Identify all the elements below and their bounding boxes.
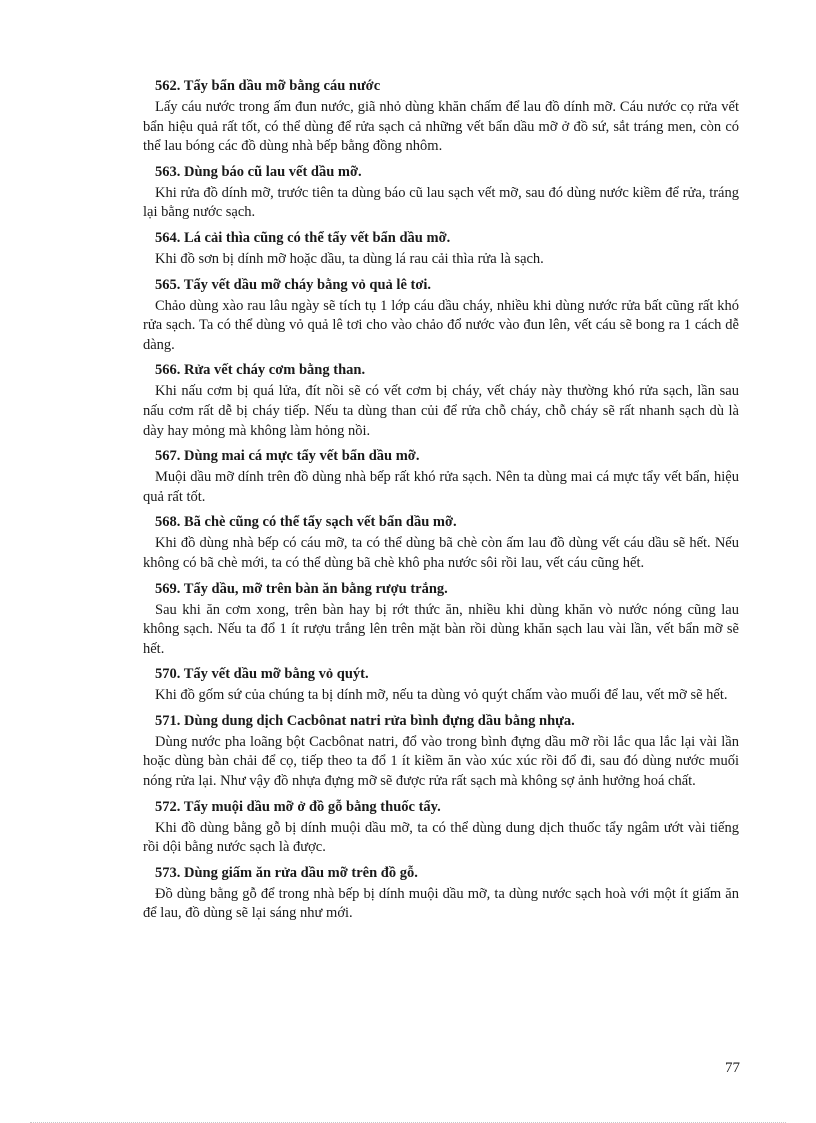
- tip-body: Khi đồ gốm sứ của chúng ta bị dính mỡ, nếu ta dùng vỏ quýt chấm vào muối để lau, vết mỡ sẽ hết.: [155, 687, 728, 704]
- tip-heading: [143, 275, 739, 295]
- tip-body: Chảo dùng xào rau lâu ngày sẽ tích tụ 1 lớp cáu dầu cháy, nhiều khi dùng nước rửa bất cũng rất khó rửa sạch. Ta có thể dùng vỏ quả lê tơi cho vào chảo đổ nước vào đun lên, vết cáu sẽ bong ra 1 cách dễ dàng.: [143, 297, 739, 353]
- tip-body: Đồ dùng bằng gỗ để trong nhà bếp bị dính muội dầu mỡ, ta dùng nước sạch hoà với một ít giấm ăn để lau, đồ dùng sẽ lại sáng như mới.: [143, 885, 739, 922]
- tip-title: Tẩy vết dầu mỡ bằng vỏ quýt.: [183, 666, 369, 683]
- tip-body: Khi rửa đồ dính mỡ, trước tiên ta dùng báo cũ lau sạch vết mỡ, sau đó dùng nước kiềm để rửa, tráng lại bằng nước sạch.: [143, 184, 739, 221]
- tip-body: Dùng nước pha loãng bột Cacbônat natri, đổ vào trong bình đựng dầu mỡ rồi lắc qua lắc lại vài lần hoặc dùng bàn chải để cọ, tiếp theo ta đổ 1 ít kiềm ăn vào xúc xúc rồi đổ đi, sau đó dùng nước muối nóng rửa lại. Như vậy đồ nhựa đựng mỡ sẽ được rửa rất sạch mà không sợ ảnh hưởng hoá chất.: [143, 733, 739, 790]
- tip-568: [143, 512, 739, 573]
- tip-heading: [143, 863, 739, 883]
- tip-body: Lấy cáu nước trong ấm đun nước, giã nhỏ dùng khăn chấm để lau đồ dính mỡ. Cáu nước cọ rửa vết bẩn hiệu quả rất tốt, có thể dùng để rửa sạch cả những vết bẩn dầu mỡ ở đồ sứ, sắt tráng men, còn có thể lau bóng các đồ dùng nhà bếp bằng đồng nhôm.: [143, 99, 739, 155]
- tip-number: 572.: [155, 798, 181, 815]
- tip-title: Lá cải thìa cũng có thể tẩy vết bẩn dầu mỡ.: [184, 229, 451, 246]
- tip-title: Dùng mai cá mực tẩy vết bẩn dầu mỡ.: [184, 448, 420, 465]
- tip-title: Dùng báo cũ lau vết dầu mỡ.: [184, 163, 362, 180]
- tip-heading: [143, 360, 739, 380]
- tip-569: [143, 579, 739, 660]
- tip-number: 571.: [155, 712, 181, 729]
- page-number: 77: [725, 1060, 740, 1076]
- tip-heading: [143, 228, 739, 248]
- tip-number: 568.: [155, 514, 181, 531]
- tip-number: 563.: [155, 163, 181, 180]
- tip-body: Sau khi ăn cơm xong, trên bàn hay bị rớt thức ăn, nhiều khi dùng khăn vò nước nóng cũng lau không sạch. Nếu ta đổ 1 ít rượu trắng lên trên mặt bàn rồi dùng khăn sạch lau vài lần, vết bẩn mỡ sẽ hết.: [143, 601, 739, 657]
- tip-number: 569.: [155, 580, 181, 597]
- tip-heading: [143, 162, 739, 182]
- tip-body: Khi nấu cơm bị quá lửa, đít nồi sẽ có vết cơm bị cháy, vết cháy này thường khó rửa sạch, lần sau nấu cơm rất dễ bị cháy tiếp. Nếu ta dùng than củi để rửa chỗ cháy, chỗ cháy sẽ rất nhanh sạch dù là dày hay mỏng mà không làm hỏng nồi.: [143, 383, 739, 439]
- tip-title: Bã chè cũng có thể tẩy sạch vết bẩn dầu mỡ.: [184, 514, 457, 531]
- tip-number: 573.: [155, 864, 181, 881]
- tip-title: Tẩy muội dầu mỡ ở đồ gỗ bằng thuốc tẩy.: [183, 798, 441, 815]
- tip-565: [143, 275, 739, 356]
- tip-572: [143, 797, 739, 858]
- tip-body: Khi đồ dùng bằng gỗ bị dính muội dầu mỡ, ta có thể dùng dung dịch thuốc tẩy ngâm ướt vài tiếng rồi dội bằng nước sạch là được.: [143, 819, 739, 856]
- page-content: [143, 76, 739, 929]
- tip-title: Dùng dung dịch Cacbônat natri rửa bình đựng dầu bằng nhựa.: [184, 712, 575, 729]
- tip-566: [143, 360, 739, 441]
- tip-number: 565.: [155, 276, 181, 293]
- tip-number: 570.: [155, 666, 181, 683]
- tip-number: 562.: [155, 78, 181, 94]
- tip-heading: [143, 711, 739, 731]
- tip-body: Muội dầu mỡ dính trên đồ dùng nhà bếp rất khó rửa sạch. Nên ta dùng mai cá mực tẩy vết bẩn, hiệu quả rất tốt.: [143, 469, 739, 505]
- tip-title: Tẩy bẩn dầu mỡ bằng cáu nước: [183, 78, 381, 94]
- tip-573: [143, 863, 739, 924]
- tip-heading: [143, 512, 739, 532]
- tip-title: Tẩy vết dầu mỡ cháy bằng vỏ quả lê tơi.: [183, 276, 432, 293]
- tip-570: [143, 664, 739, 706]
- tip-title: Dùng giấm ăn rửa dầu mỡ trên đồ gỗ.: [184, 864, 418, 881]
- tip-heading: [143, 797, 739, 817]
- tip-number: 564.: [155, 229, 181, 246]
- tip-562: [143, 76, 739, 157]
- tip-563: [143, 162, 739, 223]
- tip-571: [143, 711, 739, 792]
- tip-567: [143, 446, 739, 507]
- tip-heading: [143, 579, 739, 599]
- tip-564: [143, 228, 739, 270]
- tip-title: Tẩy dầu, mỡ trên bàn ăn bằng rượu trắng.: [183, 580, 448, 597]
- tip-heading: [143, 76, 739, 96]
- tip-body: Khi đồ dùng nhà bếp có cáu mỡ, ta có thể dùng bã chè còn ấm lau đồ dùng vết cáu dầu sẽ hết. Nếu không có bã chè mới, ta có thể dùng bã chè khô pha nước sôi rồi lau, vết cáu cũng hết.: [143, 535, 739, 571]
- tip-number: 567.: [155, 448, 181, 465]
- tip-heading: [143, 446, 739, 466]
- tip-heading: [143, 664, 739, 684]
- tip-body: Khi đồ sơn bị dính mỡ hoặc dầu, ta dùng lá rau cải thìa rửa là sạch.: [155, 250, 544, 267]
- tip-number: 566.: [155, 362, 181, 379]
- tip-title: Rửa vết cháy cơm bằng than.: [184, 362, 366, 379]
